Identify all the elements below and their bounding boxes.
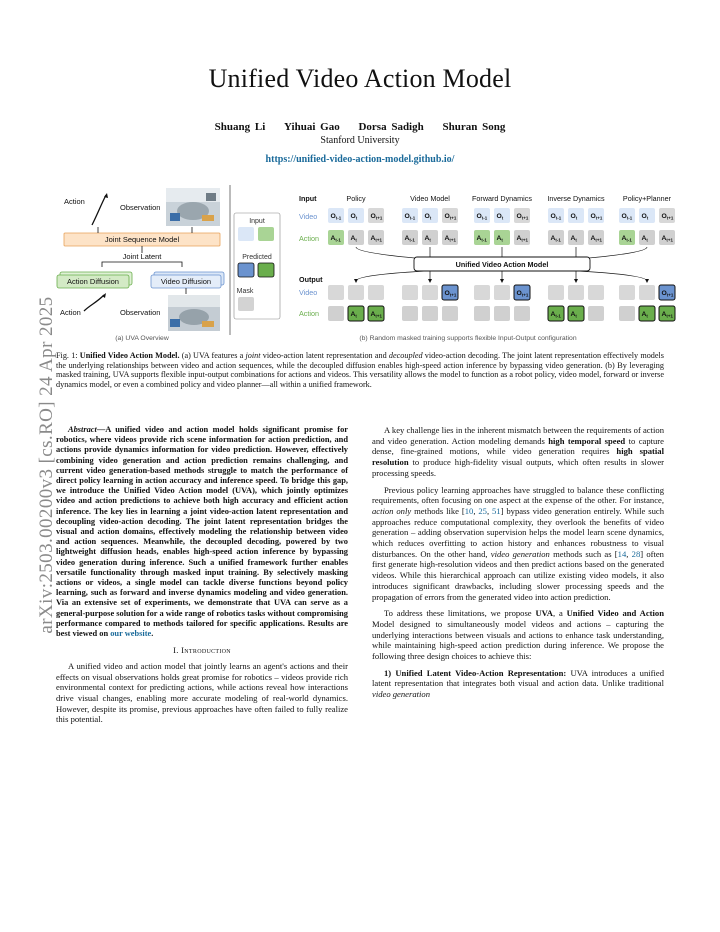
output-video-token xyxy=(659,285,675,300)
svg-text:Ot+1: $O_{t+1}$ xyxy=(516,290,529,298)
paragraph: 1) Unified Latent Video-Action Representation: UVA introduces a unified latent representation that integrates both visual and action data. Unlike traditional video generation xyxy=(372,667,664,700)
svg-text:Ot+1: $O_{t+1}$ xyxy=(661,290,674,298)
output-action-token xyxy=(368,306,384,321)
fig-action-label-out: Action xyxy=(299,309,319,318)
svg-text:Ot: $O_t$ xyxy=(496,213,504,221)
input-action-token xyxy=(548,230,564,245)
svg-text:Ot+1: $O_{t+1}$ xyxy=(590,213,603,221)
author: Shuran Song xyxy=(442,121,506,133)
panel-a xyxy=(57,188,224,342)
svg-text:Ot-1: $O_{t-1}$ xyxy=(404,213,416,221)
action-trajectory-icon xyxy=(92,195,106,225)
caption-em: decoupled xyxy=(388,351,423,360)
output-video-token xyxy=(514,285,530,300)
input-video-token xyxy=(588,208,604,223)
output-action-token xyxy=(659,306,675,321)
input-action-token xyxy=(474,230,490,245)
section-numeral: I. xyxy=(173,645,179,656)
svg-text:At+1: $A_{t+1}$ xyxy=(590,235,602,243)
input-action-token xyxy=(442,230,458,245)
mode-title: Policy+Planner xyxy=(622,194,672,203)
svg-text:At+1: $A_{t+1}$ xyxy=(444,235,456,243)
svg-text:At+1: $A_{t+1}$ xyxy=(661,311,673,319)
output-video-token xyxy=(348,285,364,300)
right-column xyxy=(372,425,664,706)
fig-video-label-in: Video xyxy=(299,212,318,221)
action-trajectory-out-icon xyxy=(84,295,104,311)
input-action-token xyxy=(494,230,510,245)
input-action-token xyxy=(422,230,438,245)
fig-output-label: Output xyxy=(299,275,323,284)
fig-action-in: Action xyxy=(64,197,85,206)
svg-text:At: $A_t$ xyxy=(641,311,648,319)
svg-text:Ot: $O_t$ xyxy=(641,213,649,221)
abstract-label: Abstract xyxy=(68,425,97,434)
svg-text:At: $A_t$ xyxy=(424,235,431,243)
input-action-token xyxy=(514,230,530,245)
input-video-token xyxy=(548,208,564,223)
svg-text:Ot+1: $O_{t+1}$ xyxy=(661,213,674,221)
input-action-token xyxy=(639,230,655,245)
panel-b xyxy=(299,194,675,342)
svg-text:Ot-1: $O_{t-1}$ xyxy=(550,213,562,221)
figure-1 xyxy=(56,183,674,343)
fig-action-out: Action xyxy=(60,308,81,317)
input-video-token xyxy=(442,208,458,223)
input-video-token xyxy=(659,208,675,223)
svg-text:Ot-1: $O_{t-1}$ xyxy=(476,213,488,221)
svg-text:Ot: $O_t$ xyxy=(350,213,358,221)
svg-text:At+1: $A_{t+1}$ xyxy=(370,311,382,319)
input-action-token xyxy=(368,230,384,245)
output-action-token xyxy=(328,306,344,321)
paragraph: Previous policy learning approaches have struggled to balance these conflicting requirements, often focusing on one aspect at the expense of the other. For instance, action only methods like [10, 25, 51] bypass video generation entirely. While such approaches reduce computational complexity, they overlook the benefits of video generation – adding observation supervision helps the model learn scene dynamics, which reduces overfitting to action history and enhances robustness to visual disturbances. On the other hand, video generation methods such as [14, 28] often first generate high-resolution videos and then predict actions based on the generated videos. While this hierarchical approach can utilize existing video models, it also introduces significant drawbacks, including slower processing speeds and the propagation of errors from the generated video into action prediction. xyxy=(372,484,664,602)
section-heading xyxy=(56,645,348,656)
output-action-token xyxy=(474,306,490,321)
input-video-token xyxy=(422,208,438,223)
svg-text:At-1: $A_{t-1}$ xyxy=(550,311,561,319)
output-action-token xyxy=(568,306,584,321)
caption-text: video-action latent representation and xyxy=(260,351,389,360)
affiliation: Stanford University xyxy=(320,135,400,146)
input-video-token xyxy=(474,208,490,223)
fig-center-model: Unified Video Action Model xyxy=(455,260,549,269)
input-action-token xyxy=(588,230,604,245)
mode-title: Policy xyxy=(346,194,366,203)
author: Shuang Li xyxy=(214,121,266,133)
output-action-token xyxy=(348,306,364,321)
svg-text:At+1: $A_{t+1}$ xyxy=(370,235,382,243)
svg-text:Ot+1: $O_{t+1}$ xyxy=(444,290,457,298)
input-action-token xyxy=(348,230,364,245)
input-video-token xyxy=(494,208,510,223)
mode-title: Inverse Dynamics xyxy=(547,194,605,203)
legend xyxy=(234,213,280,319)
svg-text:At: $A_t$ xyxy=(350,235,357,243)
fig-input-label: Input xyxy=(299,194,317,203)
svg-text:Ot+1: $O_{t+1}$ xyxy=(516,213,529,221)
input-action-token xyxy=(619,230,635,245)
fig-joint-latent: Joint Latent xyxy=(122,252,162,261)
observation-image-top xyxy=(166,188,220,226)
author: Yihuai Gao xyxy=(284,121,340,133)
caption-label: Fig. 1: xyxy=(56,351,78,360)
abstract: Abstract—A unified video and action model holds significant promise for robotics, where videos provide rich scene information for action prediction, and actions provide dynamics information for video prediction. However, effectively combining video generation and action prediction remains challenging, and current video generation-based methods struggle to match the performance of direct policy learning in action accuracy and inference speed. To bridge this gap, we introduce the Unified Video Action model (UVA), which jointly optimizes video and action predictions to achieve both high accuracy and efficient action inference. The key lies in learning a joint video-action latent representation and decoupling video-action decoding. The joint latent representation bridges the visual and action domains, effectively modeling the relationship between video and action sequences. Meanwhile, the decoupled decoding, powered by two lightweight diffusion heads, enables high-speed action inference by bypassing video generation during inference. Such a unified framework further enables versatile functionality through masked input training. By selectively masking actions or videos, a single model can tackle diverse functions beyond policy learning, such as forward and inverse dynamics modeling and video generation. Via an extensive set of experiments, we demonstrate that UVA can serve as a general-purpose solution for a wide range of robotics tasks without compromising performance compared to methods tailored for specific applications. Results are best viewed on our website. xyxy=(56,425,348,639)
output-action-token xyxy=(639,306,655,321)
legend-input: Input xyxy=(249,218,265,225)
svg-text:At: $A_t$ xyxy=(496,235,503,243)
output-video-token xyxy=(568,285,584,300)
fig-panel-a-caption: (a) UVA Overview xyxy=(115,335,169,342)
input-video-token xyxy=(514,208,530,223)
svg-text:At: $A_t$ xyxy=(350,311,357,319)
input-action-token xyxy=(402,230,418,245)
fig-action-label-in: Action xyxy=(299,234,319,243)
output-action-token xyxy=(422,306,438,321)
fig-observation-out: Observation xyxy=(120,308,161,317)
fig-joint-sequence-model: Joint Sequence Model xyxy=(104,235,180,244)
author: Dorsa Sadigh xyxy=(358,121,424,133)
svg-text:Ot: $O_t$ xyxy=(424,213,432,221)
output-video-token xyxy=(442,285,458,300)
svg-text:At+1: $A_{t+1}$ xyxy=(661,235,673,243)
svg-text:At-1: $A_{t-1}$ xyxy=(404,235,415,243)
output-video-token xyxy=(494,285,510,300)
mode-title: Video Model xyxy=(410,194,450,203)
fig-video-diffusion: Video Diffusion xyxy=(160,277,212,286)
output-video-token xyxy=(402,285,418,300)
caption-text: (a) UVA features a xyxy=(179,351,246,360)
citation-link[interactable]: 10 xyxy=(464,505,474,516)
caption-bold: Unified Video Action Model. xyxy=(79,351,180,360)
caption-em: joint xyxy=(245,351,261,360)
arxiv-stamp: arXiv:2503.00200v3 [cs.RO] 24 Apr 2025 xyxy=(36,296,57,634)
output-action-token xyxy=(514,306,530,321)
fig-observation-in: Observation xyxy=(120,203,161,212)
legend-mask: Mask xyxy=(236,288,254,295)
output-action-token xyxy=(548,306,564,321)
output-video-token xyxy=(422,285,438,300)
citation-link[interactable]: 25 xyxy=(478,505,487,516)
svg-text:At-1: $A_{t-1}$ xyxy=(621,235,632,243)
website-link[interactable]: our website xyxy=(110,629,152,639)
figure-caption xyxy=(56,351,664,390)
left-column xyxy=(56,425,348,731)
input-video-token xyxy=(348,208,364,223)
input-video-token xyxy=(402,208,418,223)
svg-text:At: $A_t$ xyxy=(641,235,648,243)
svg-text:Ot-1: $O_{t-1}$ xyxy=(621,213,633,221)
output-action-token xyxy=(402,306,418,321)
output-video-token xyxy=(639,285,655,300)
svg-text:At-1: $A_{t-1}$ xyxy=(476,235,487,243)
fig-video-label-out: Video xyxy=(299,288,318,297)
mode-title: Forward Dynamics xyxy=(472,194,532,203)
fig-action-diffusion: Action Diffusion xyxy=(67,277,119,286)
input-action-token xyxy=(659,230,675,245)
section-title: Introduction xyxy=(181,645,231,656)
output-video-token xyxy=(619,285,635,300)
svg-text:Ot-1: $O_{t-1}$ xyxy=(330,213,342,221)
input-video-token xyxy=(639,208,655,223)
fig-panel-b-caption: (b) Random masked training supports flexible Input-Output configuration xyxy=(359,335,577,342)
input-video-token xyxy=(328,208,344,223)
project-url-link[interactable]: https://unified-video-action-model.github.io/ xyxy=(265,154,455,165)
citation-link[interactable]: 28 xyxy=(631,548,641,559)
paragraph: A key challenge lies in the inherent mismatch between the requirements of action and video generation. Action modeling demands high temporal speed to capture dense, fine-grained motions, while video generation requires high spatial resolution to produce high-fidelity visual outputs, which often results in slower processing speeds. xyxy=(372,425,664,478)
svg-text:At: $A_t$ xyxy=(570,311,577,319)
citation-link[interactable]: 51 xyxy=(492,505,501,516)
output-video-token xyxy=(548,285,564,300)
svg-text:At-1: $A_{t-1}$ xyxy=(330,235,341,243)
caption-text: video-action decoding. The joint latent representation effectively models the underlying relationships between video and action sequences, while the decoupled diffusion enables high-speed action inference by bypassing video generation. (b) By leveraging masked training, UVA supports flexible input-output combinations for actions and videos. This versatility allows the model to function as a robot policy, video model, forward or inverse dynamics model, or even a combined policy and video planner—all within a unified framework. xyxy=(56,351,664,390)
output-video-token xyxy=(328,285,344,300)
output-video-token xyxy=(474,285,490,300)
input-action-token xyxy=(328,230,344,245)
abstract-text: —A unified video and action model holds significant promise for robotics, where videos provide rich scene information for action prediction, and actions provide dynamics information for video prediction. However, effectively combining video generation and action prediction remains challenging, and current video generation-based methods struggle to match the performance of direct policy learning in action accuracy and inference speed. To bridge this gap, we introduce the Unified Video Action model (UVA), which jointly optimizes video and action predictions to achieve both high accuracy and efficient action inference. The key lies in learning a joint video-action latent representation and decoupling video-action decoding. The joint latent representation bridges the visual and action domains, effectively modeling the relationship between video and action sequences. Meanwhile, the decoupled decoding, powered by two lightweight diffusion heads, enables high-speed action inference by bypassing video generation during inference. Such a unified framework further enables versatile functionality through masked input training. By selectively masking actions or videos, a single model can tackle diverse functions beyond policy learning, such as forward and inverse dynamics modeling and video generation. Via an extensive set of experiments, we demonstrate that UVA can serve as a general-purpose solution for a wide range of robotics tasks without compromising performance compared to methods tailored for specific applications. Results are best viewed on xyxy=(56,425,348,639)
intro-paragraph: A unified video and action model that jointly learns an agent's actions and their effects on visual observations holds great promise for robotics – videos provide rich environmental context for predicting actions, while actions reveal how interactions drive visual changes, enabling more accurate modeling of real-world dynamics. However, despite its promise, previous approaches have often failed to fully realize this potential. xyxy=(56,660,348,725)
output-action-token xyxy=(588,306,604,321)
input-video-token xyxy=(368,208,384,223)
output-action-token xyxy=(494,306,510,321)
observation-image-bottom xyxy=(168,295,220,331)
svg-text:Ot+1: $O_{t+1}$ xyxy=(444,213,457,221)
citation-link[interactable]: 14 xyxy=(617,548,627,559)
svg-text:At-1: $A_{t-1}$ xyxy=(550,235,561,243)
author-list xyxy=(0,121,720,133)
legend-predicted: Predicted xyxy=(242,254,272,261)
svg-text:At+1: $A_{t+1}$ xyxy=(516,235,528,243)
paper-title: Unified Video Action Model xyxy=(208,64,512,93)
svg-text:At: $A_t$ xyxy=(570,235,577,243)
input-action-token xyxy=(568,230,584,245)
svg-text:Ot: $O_t$ xyxy=(570,213,578,221)
paragraph: To address these limitations, we propose UVA, a Unified Video and Action Model designed to simultaneously model videos and actions – capturing the underlying interactions between visuals and actions to enhance task understanding, while maintaining high-speed action prediction during inference. We propose the following three design choices to achieve this: xyxy=(372,608,664,662)
output-video-token xyxy=(368,285,384,300)
input-video-token xyxy=(568,208,584,223)
output-video-token xyxy=(588,285,604,300)
output-action-token xyxy=(619,306,635,321)
output-action-token xyxy=(442,306,458,321)
input-video-token xyxy=(619,208,635,223)
svg-text:Ot+1: $O_{t+1}$ xyxy=(370,213,383,221)
